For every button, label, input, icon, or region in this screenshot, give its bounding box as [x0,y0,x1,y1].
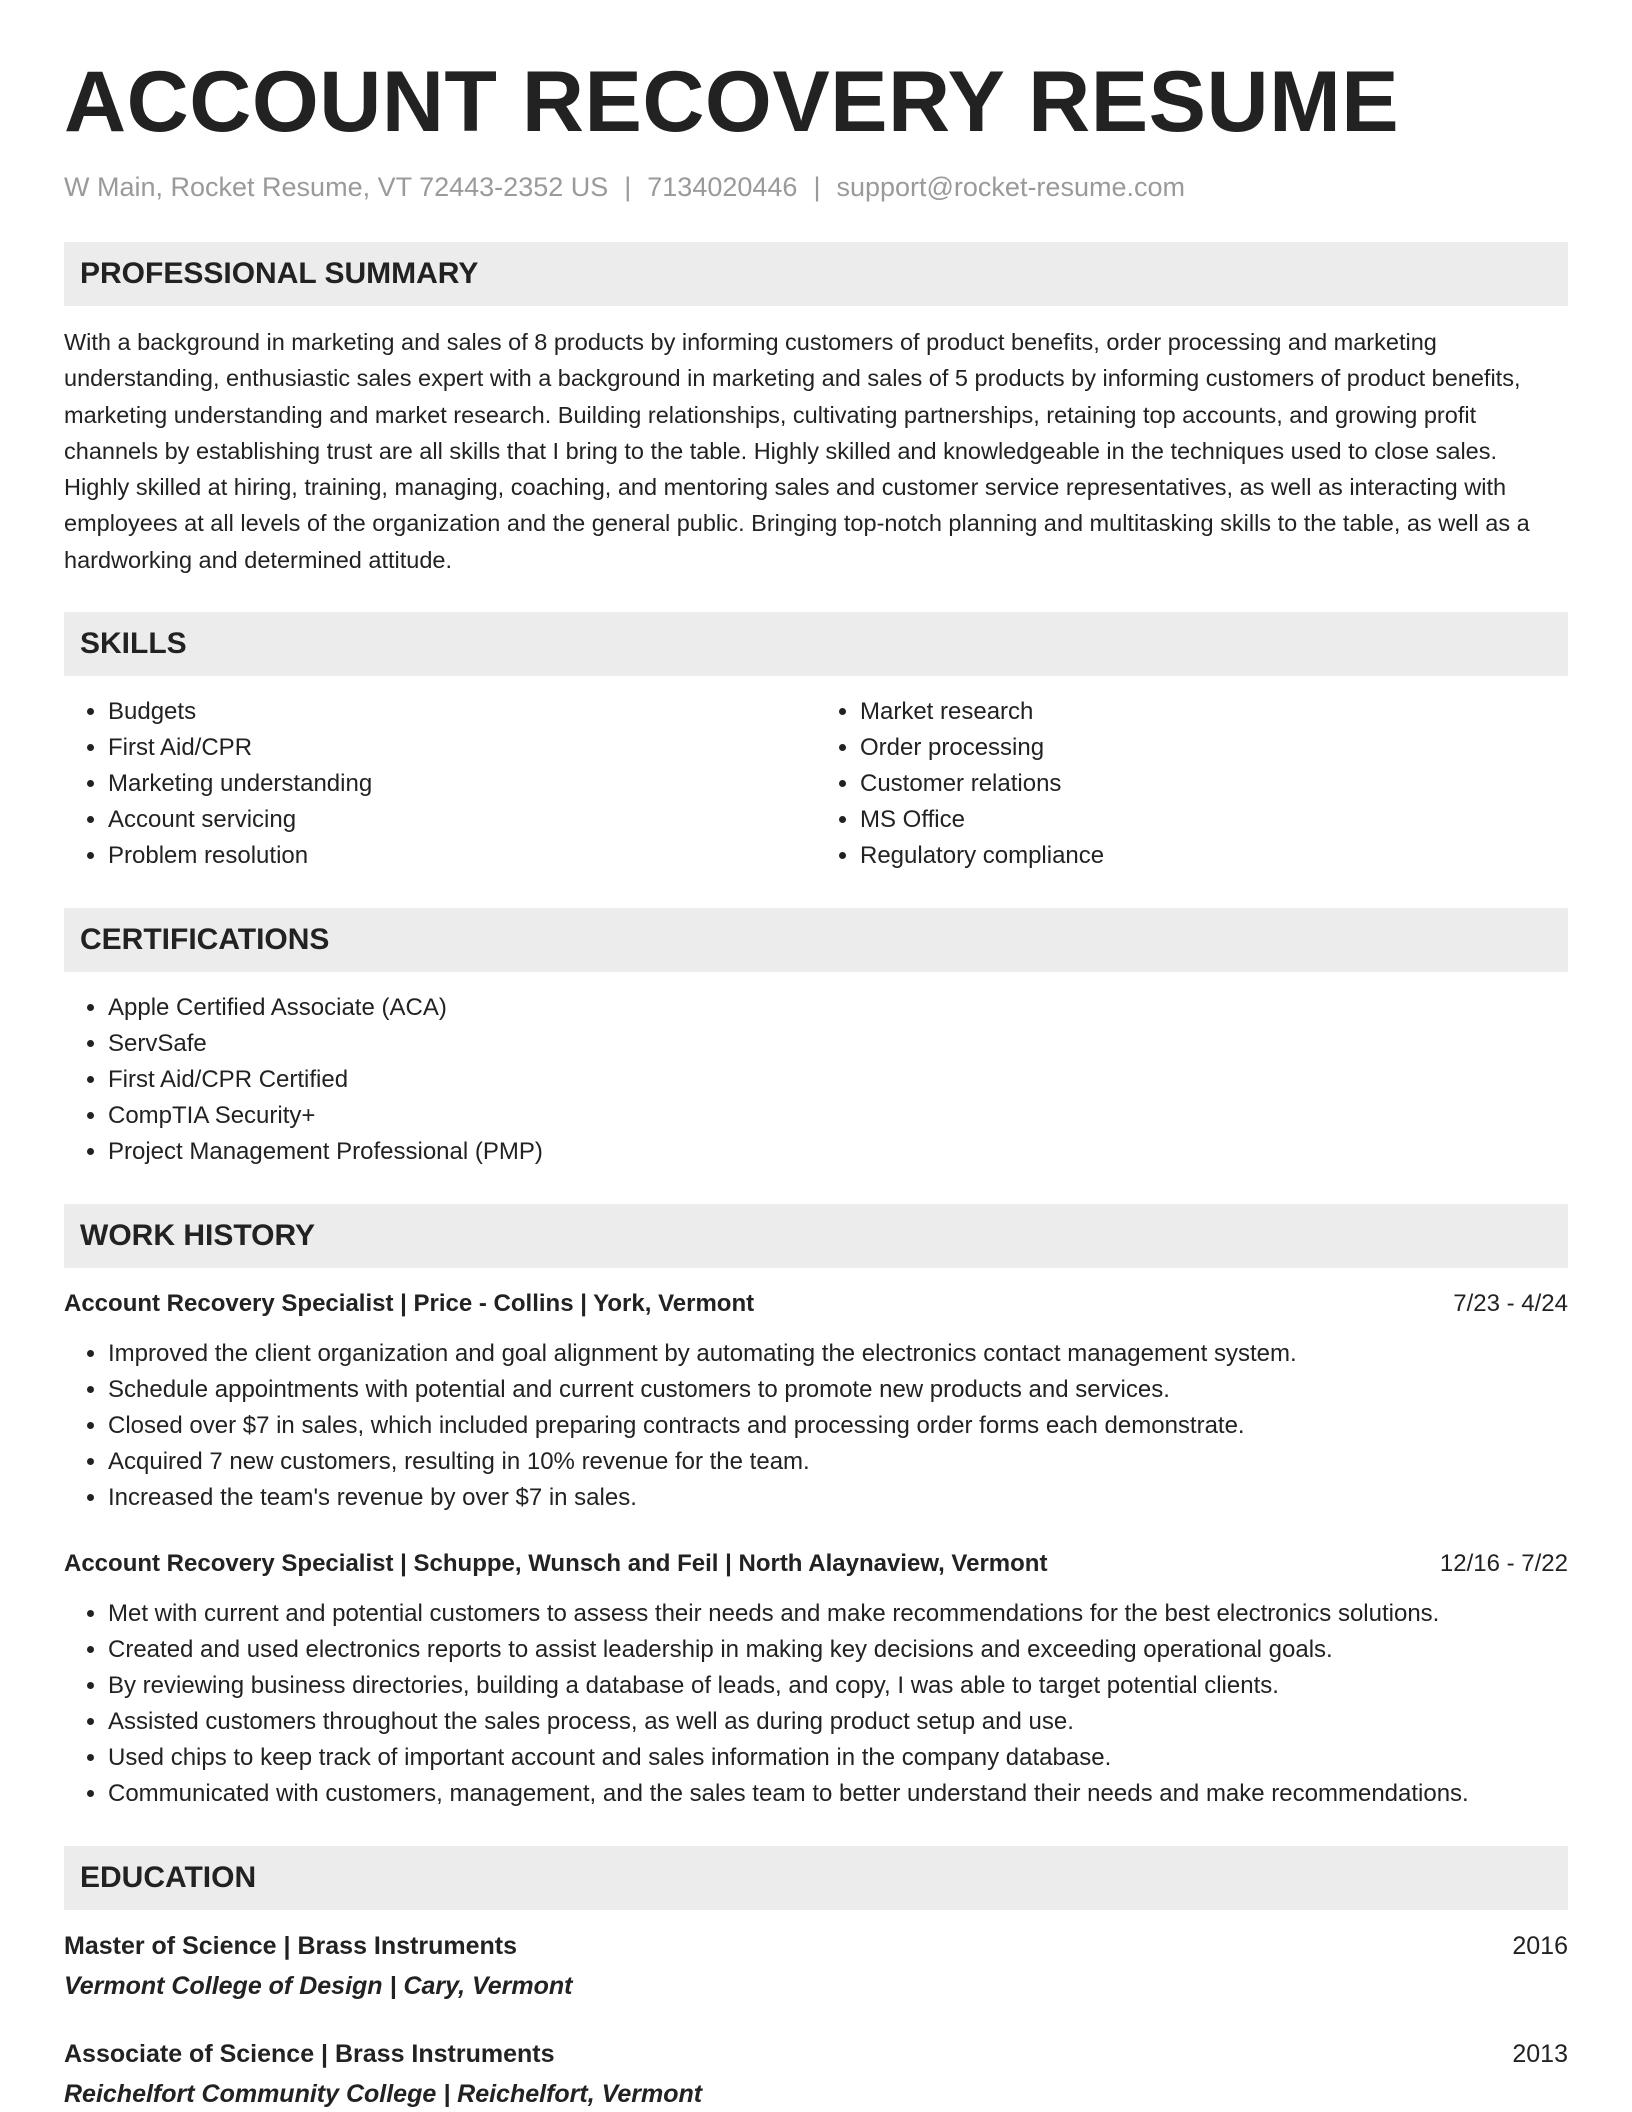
skill-item: • First Aid/CPR [108,730,816,766]
job-bullet: • Acquired 7 new customers, resulting in 10% revenue for the team. [108,1444,1568,1480]
job-bullet: • Used chips to keep track of important account and sales information in the company database. [108,1740,1568,1776]
job-header [64,1546,1568,1582]
certification-item: • ServSafe [108,1026,1568,1062]
certification-item: • CompTIA Security+ [108,1098,1568,1134]
education-degree: Master of Science | Brass Instruments [64,1932,517,1961]
job-bullet: • Created and used electronics reports to assist leadership in making key decisions and exceeding operational goals. [108,1632,1568,1668]
skill-item: • Budgets [108,694,816,730]
education-entry [64,1928,1568,2004]
job-dates: 7/23 - 4/24 [1453,1290,1568,1318]
contact-phone: 7134020446 [647,172,798,202]
job-bullet: • Assisted customers throughout the sales process, as well as during product setup and use. [108,1704,1568,1740]
education-school: Vermont College of Design | Cary, Vermont [64,1972,573,2001]
job-title: Account Recovery Specialist | Price - Collins | York, Vermont [64,1290,755,1318]
job-bullet: • Closed over $7 in sales, which included preparing contracts and processing order forms each demonstrate. [108,1408,1568,1444]
skill-item: • Order processing [860,730,1568,766]
skills-column-right [816,694,1568,874]
education-degree: Associate of Science | Brass Instruments [64,2040,555,2069]
education-school: Reichelfort Community College | Reichelfort, Vermont [64,2080,703,2109]
section-heading-summary: PROFESSIONAL SUMMARY [64,242,1568,306]
section-heading-work-history: WORK HISTORY [64,1204,1568,1268]
section-heading-skills: SKILLS [64,612,1568,676]
skill-item: • MS Office [860,802,1568,838]
contact-address: W Main, Rocket Resume, VT 72443-2352 US [64,172,609,202]
certification-item: • First Aid/CPR Certified [108,1062,1568,1098]
job-bullets [64,1336,1568,1516]
summary-text: With a background in marketing and sales of 8 products by informing customers of product benefits, order processing and marketing understanding, enthusiastic sales expert with a background in marketing and sales of 5 products by informing customers of product benefits, marketing understanding and market research. Building relationships, cultivating partnerships, retaining top accounts, and growing profit channels by establishing trust are all skills that I bring to the table. Highly skilled and knowledgeable in the techniques used to close sales. Highly skilled at hiring, training, managing, coaching, and mentoring sales and customer service representatives, as well as interacting with employees at all levels of the organization and the general public. Bringing top-notch planning and multitasking skills to the table, as well as a hardworking and determined attitude. [64,329,1530,573]
job-title: Account Recovery Specialist | Schuppe, Wunsch and Feil | North Alaynaview, Vermont [64,1550,1048,1578]
job-entry [64,1286,1568,1516]
skill-item: • Account servicing [108,802,816,838]
contact-line [64,170,1568,204]
skills-column-left [64,694,816,874]
certifications-list [64,990,1568,1170]
contact-email[interactable]: support@rocket-resume.com [836,172,1185,202]
certification-item: • Apple Certified Associate (ACA) [108,990,1568,1026]
resume-title: ACCOUNT RECOVERY RESUME [64,54,1400,150]
skill-item: • Regulatory compliance [860,838,1568,874]
skill-item: • Marketing understanding [108,766,816,802]
job-bullet: • Increased the team's revenue by over $7 in sales. [108,1480,1568,1516]
job-bullet: • Communicated with customers, management, and the sales team to better understand their needs and make recommendations. [108,1776,1568,1812]
education-header [64,1928,1568,1964]
job-bullet: • Met with current and potential customers to assess their needs and make recommendations for the best electronics solutions. [108,1596,1568,1632]
skills-list [64,694,1568,874]
contact-separator: | [813,172,821,202]
job-bullet: • Schedule appointments with potential and current customers to promote new products and services. [108,1372,1568,1408]
job-header [64,1286,1568,1322]
section-heading-education: EDUCATION [64,1846,1568,1910]
education-year: 2016 [1512,1932,1568,1961]
certification-item: • Project Management Professional (PMP) [108,1134,1568,1170]
job-bullet: • By reviewing business directories, building a database of leads, and copy, I was able to target potential clients. [108,1668,1568,1704]
job-bullets [64,1596,1568,1812]
education-entry [64,2036,1568,2112]
job-entry [64,1546,1568,1812]
job-dates: 12/16 - 7/22 [1439,1550,1568,1578]
skill-item: • Market research [860,694,1568,730]
skill-item: • Problem resolution [108,838,816,874]
contact-separator: | [624,172,632,202]
section-heading-certifications: CERTIFICATIONS [64,908,1568,972]
education-header [64,2036,1568,2072]
job-bullet: • Improved the client organization and goal alignment by automating the electronics contact management system. [108,1336,1568,1372]
education-year: 2013 [1512,2040,1568,2069]
skill-item: • Customer relations [860,766,1568,802]
